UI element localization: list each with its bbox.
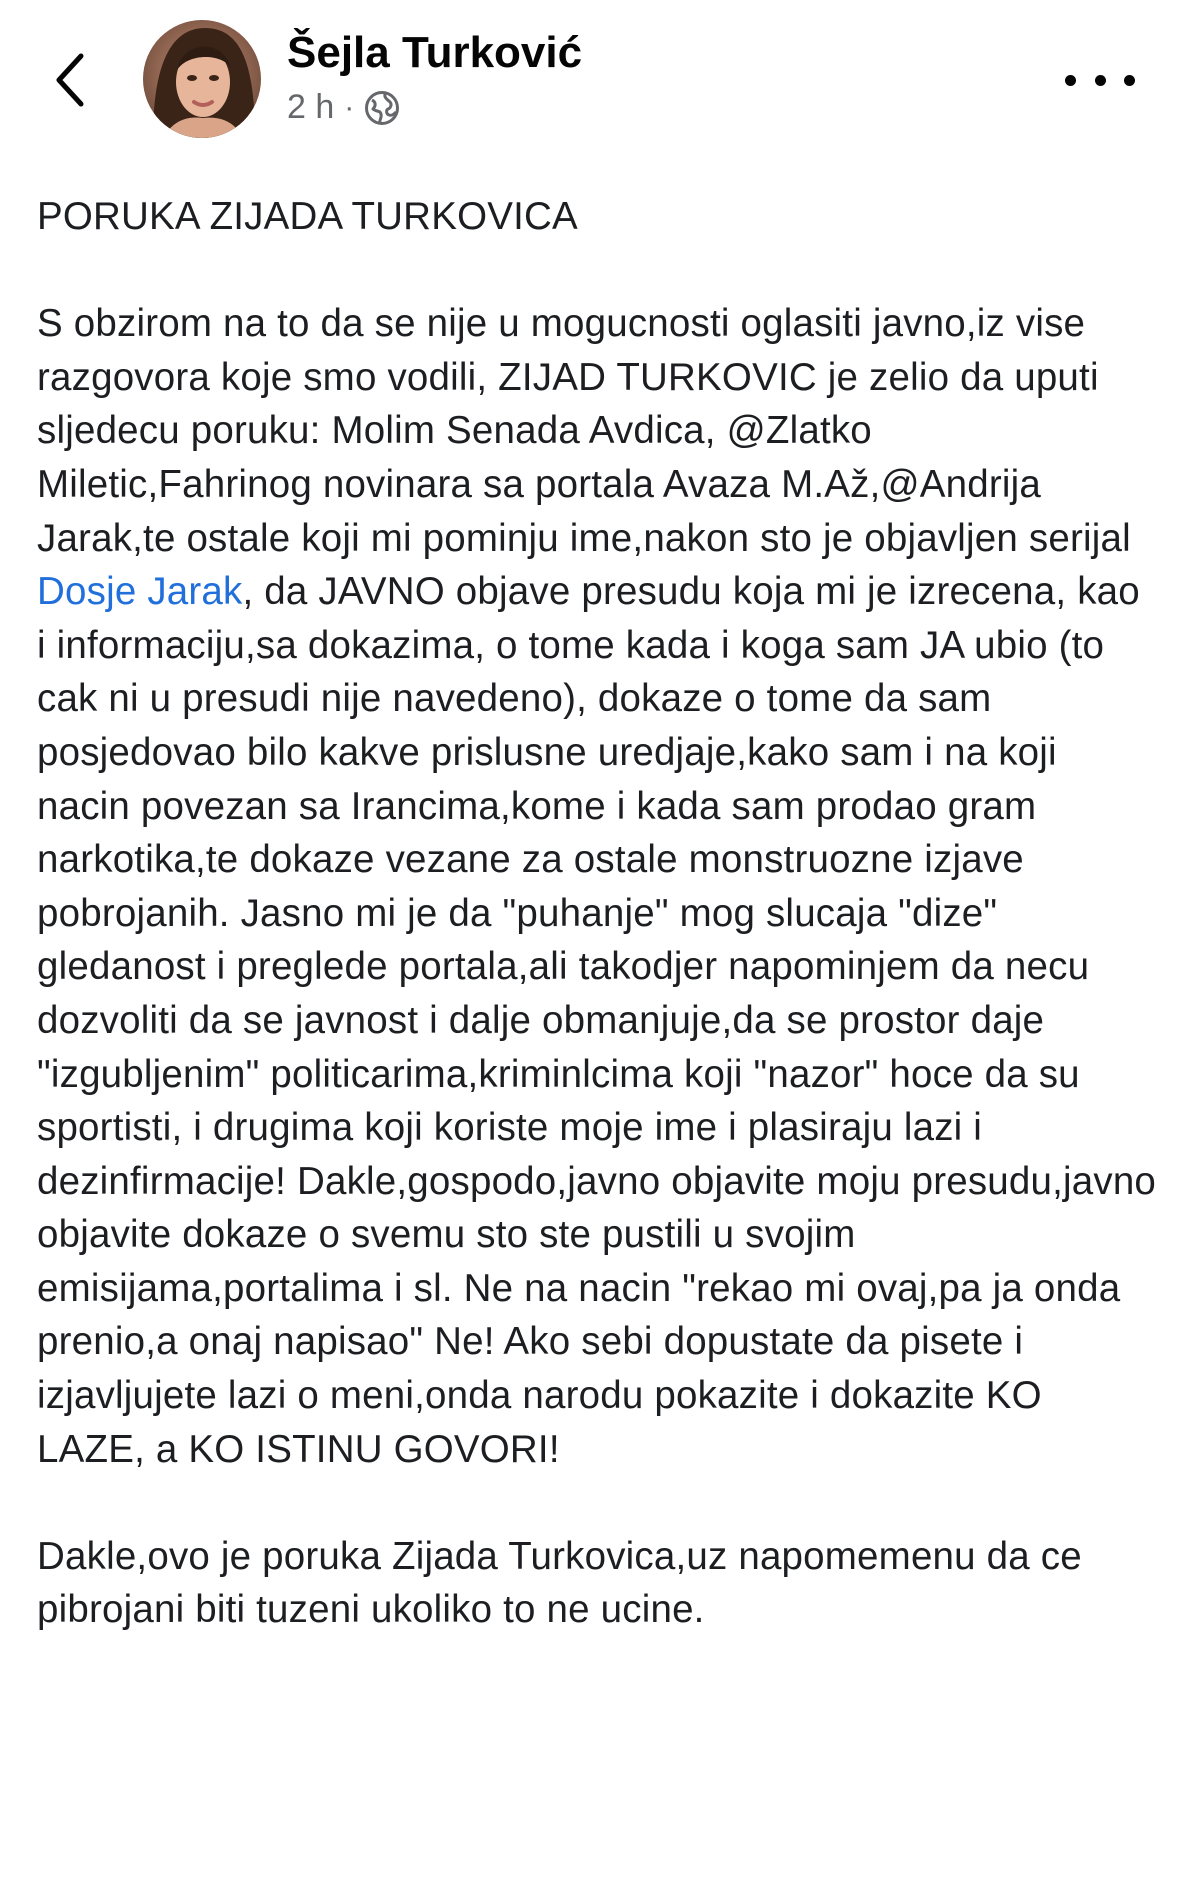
post-paragraph-2: Dakle,ovo je poruka Zijada Turkovica,uz napomemenu da ce pibrojani biti tuzeni ukoliko to ne ucine.	[37, 1534, 1082, 1632]
back-button[interactable]	[40, 40, 100, 120]
post-title: PORUKA ZIJADA TURKOVICA	[37, 195, 578, 238]
chevron-left-icon	[53, 52, 87, 108]
post-paragraph-1	[37, 297, 1157, 1476]
dosje-jarak-link[interactable]: Dosje Jarak	[37, 570, 243, 614]
paragraph-1-text-start: S obzirom na to da se nije u mogucnosti oglasiti javno,iz vise razgovora koje smo vodili, ZIJAD TURKOVIC je zelio da uputi sljedecu poruku: Molim Senada Avdica, @Zlatko Miletic,Fahrinog novinara sa portala Avaza M.Až,@Andrija Jarak,te ostale koji mi pominju ime,nakon sto je objavljen serijal	[37, 302, 1131, 560]
post-header	[0, 0, 1179, 150]
author-name[interactable]: Šejla Turković	[287, 28, 583, 77]
avatar[interactable]	[143, 20, 261, 138]
more-horizontal-icon-dot	[1095, 75, 1106, 86]
post-text	[37, 190, 1157, 1637]
paragraph-1-text-end: , da JAVNO objave presudu koja mi je izrecena, kao i informaciju,sa dokazima, o tome kada i koga sam JA ubio (to cak ni u presudi nije navedeno), dokaze o tome da sam posjedovao bilo kakve prislusne uredjaje,kako sam i na koji nacin povezan sa Irancima,kome i kada sam prodao gram narkotika,te dokaze vezane za ostale monstruozne izjave pobrojanih. Jasno mi je da "puhanje" mog slucaja "dize" gledanost i preglede portala,ali takodjer napominjem da necu dozvoliti da se javnost i dalje obmanjuje,da se prostor daje "izgubljenim" politicarima,kriminlcima koji "nazor" hoce da su sportisti, i drugima koji koriste moje ime i plasiraju lazi i dezinfirmacije! Dakle,gospodo,javno objavite moju presudu,javno objavite dokaze o svemu sto ste pustili u svojim emisijama,portalima i sl. Ne na nacin "rekao mi ovaj,pa ja onda prenio,a onaj napisao" Ne! Ako sebi dopustate da pisete i izjavljujete lazi o meni,onda narodu pokazite i dokazite KO LAZE, a KO ISTINU GOVORI!	[37, 570, 1157, 1471]
meta-separator: ·	[344, 90, 355, 124]
more-horizontal-icon	[1065, 75, 1076, 86]
more-options-button[interactable]	[1065, 55, 1135, 105]
avatar-photo	[143, 20, 261, 138]
post-time[interactable]: 2 h	[287, 88, 335, 126]
more-horizontal-icon-dot	[1124, 75, 1135, 86]
globe-icon[interactable]	[364, 90, 400, 126]
post-meta	[287, 88, 400, 127]
